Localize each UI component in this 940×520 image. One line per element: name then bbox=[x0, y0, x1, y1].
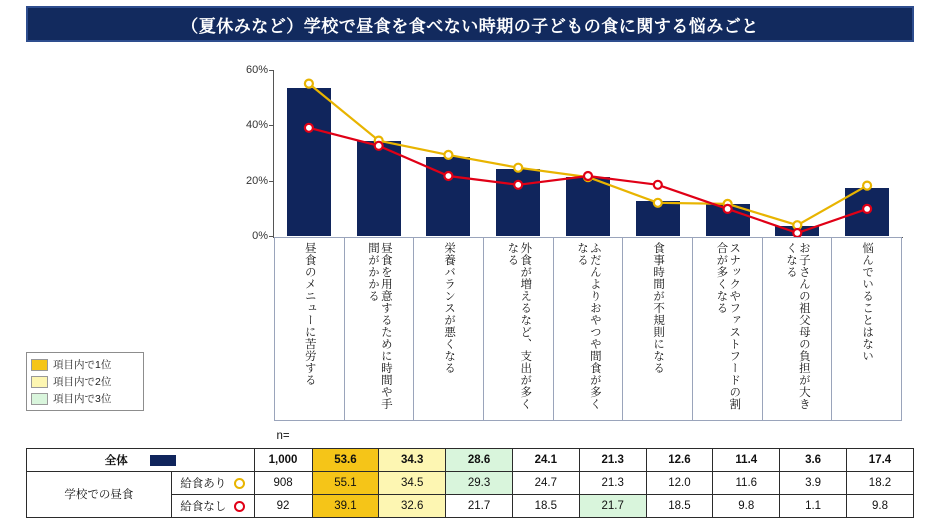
y-tick-mark bbox=[269, 70, 273, 71]
category-cell bbox=[832, 237, 902, 421]
legend-swatch bbox=[31, 359, 48, 371]
line-marker bbox=[863, 205, 871, 213]
table-cell-value: 53.6 bbox=[312, 448, 379, 471]
legend-item bbox=[31, 390, 139, 407]
category-cell bbox=[484, 237, 554, 421]
table-cell-value: 21.7 bbox=[446, 494, 513, 517]
table-cell-n: 908 bbox=[254, 471, 312, 494]
row-label-kyushoku-ari: 給食あり bbox=[171, 471, 254, 494]
blank-cell-3 bbox=[312, 425, 914, 448]
table-cell-value: 55.1 bbox=[312, 471, 379, 494]
table-cell-value: 18.2 bbox=[847, 471, 914, 494]
category-cell bbox=[345, 237, 415, 421]
category-label: 外食が増えるなど、支出が多くなる bbox=[506, 242, 532, 410]
table-cell-value: 12.0 bbox=[646, 471, 713, 494]
y-tick-label: 40% bbox=[245, 119, 268, 132]
data-table bbox=[26, 425, 914, 518]
rank-legend bbox=[26, 352, 144, 411]
table-cell-value: 24.7 bbox=[512, 471, 579, 494]
y-tick-label: 20% bbox=[245, 174, 268, 187]
category-labels bbox=[274, 237, 902, 421]
table-cell-value: 12.6 bbox=[646, 448, 713, 471]
table-cell-value: 11.6 bbox=[713, 471, 780, 494]
chart-area bbox=[26, 52, 914, 432]
row-label-total: 全体 bbox=[27, 448, 255, 471]
blank-cell-2 bbox=[171, 425, 254, 448]
blank-cell-1 bbox=[27, 425, 172, 448]
line-series-group bbox=[274, 70, 902, 236]
line-marker bbox=[375, 142, 383, 150]
line-marker bbox=[724, 205, 732, 213]
y-tick-label: 0% bbox=[252, 230, 268, 242]
table-cell-value: 34.3 bbox=[379, 448, 446, 471]
table-cell-value: 1.1 bbox=[780, 494, 847, 517]
y-axis bbox=[226, 64, 272, 242]
line-marker bbox=[305, 80, 313, 88]
table-row-kyushoku-ari bbox=[27, 471, 914, 494]
y-tick-label: 60% bbox=[245, 64, 268, 76]
table-cell-value: 29.3 bbox=[446, 471, 513, 494]
y-tick-mark bbox=[269, 236, 273, 237]
category-cell bbox=[693, 237, 763, 421]
line-marker bbox=[584, 172, 592, 180]
table-body bbox=[27, 448, 914, 517]
line-marker bbox=[654, 181, 662, 189]
category-cell bbox=[763, 237, 833, 421]
category-label: 昼食のメニューに苦労する bbox=[303, 242, 316, 386]
page-title-text: （夏休みなど）学校で昼食を食べない時期の子どもの食に関する悩みごと bbox=[181, 16, 759, 36]
page-title bbox=[26, 6, 914, 42]
line-marker bbox=[793, 229, 801, 237]
line-marker bbox=[305, 124, 313, 132]
table-cell-value: 24.1 bbox=[512, 448, 579, 471]
table-cell-value: 9.8 bbox=[713, 494, 780, 517]
row-label-kyushoku-nashi: 給食なし bbox=[171, 494, 254, 517]
table-cell-value: 32.6 bbox=[379, 494, 446, 517]
table-cell-value: 18.5 bbox=[512, 494, 579, 517]
legend-label: 項目内で1位 bbox=[53, 359, 112, 371]
plot-region bbox=[274, 70, 902, 236]
table-cell-value: 17.4 bbox=[847, 448, 914, 471]
line-marker bbox=[863, 182, 871, 190]
category-label: 昼食を用意するために時間や手間がかかる bbox=[367, 242, 392, 410]
legend-item bbox=[31, 356, 139, 373]
legend-label: 項目内で2位 bbox=[53, 376, 112, 388]
table-cell-value: 3.6 bbox=[780, 448, 847, 471]
table-cell-value: 18.5 bbox=[646, 494, 713, 517]
category-label: お子さんの祖父母の負担が大きくなる bbox=[785, 242, 810, 410]
category-label: 悩んでいることはない bbox=[861, 242, 874, 362]
series-marker-circle-red bbox=[234, 501, 245, 512]
category-label: 食事時間が不規則になる bbox=[652, 242, 665, 374]
line-marker bbox=[654, 199, 662, 207]
series-marker-circle-gold bbox=[234, 478, 245, 489]
y-tick-mark bbox=[269, 181, 273, 182]
table-cell-value: 9.8 bbox=[847, 494, 914, 517]
y-tick-mark bbox=[269, 125, 273, 126]
table-cell-value: 11.4 bbox=[713, 448, 780, 471]
category-label: ふだんよりおやつや間食が多くなる bbox=[576, 242, 601, 410]
table-cell-value: 21.7 bbox=[579, 494, 646, 517]
line-marker bbox=[514, 164, 522, 172]
legend-swatch bbox=[31, 393, 48, 405]
line-marker bbox=[444, 172, 452, 180]
category-cell bbox=[554, 237, 624, 421]
legend-item bbox=[31, 373, 139, 390]
category-cell bbox=[275, 237, 345, 421]
table-header-row bbox=[27, 425, 914, 448]
table-cell-value: 28.6 bbox=[446, 448, 513, 471]
category-cell bbox=[414, 237, 484, 421]
table-cell-value: 21.3 bbox=[579, 448, 646, 471]
line-marker bbox=[444, 151, 452, 159]
table-cell-value: 3.9 bbox=[780, 471, 847, 494]
category-label: スナックやファストフードの割合が多くなる bbox=[715, 242, 741, 410]
category-cell bbox=[623, 237, 693, 421]
table-cell-n: 92 bbox=[254, 494, 312, 517]
table-cell-n: 1,000 bbox=[254, 448, 312, 471]
table-cell-value: 21.3 bbox=[579, 471, 646, 494]
category-label: 栄養バランスが悪くなる bbox=[443, 242, 456, 374]
table-cell-value: 34.5 bbox=[379, 471, 446, 494]
series-marker-bar bbox=[150, 455, 176, 466]
line-path bbox=[309, 84, 867, 226]
legend-swatch bbox=[31, 376, 48, 388]
row-group-label: 学校での昼食 bbox=[27, 471, 172, 517]
n-header: n= bbox=[276, 430, 290, 443]
line-marker bbox=[514, 181, 522, 189]
table-cell-value: 39.1 bbox=[312, 494, 379, 517]
legend-label: 項目内で3位 bbox=[53, 393, 112, 405]
table-row-total bbox=[27, 448, 914, 471]
